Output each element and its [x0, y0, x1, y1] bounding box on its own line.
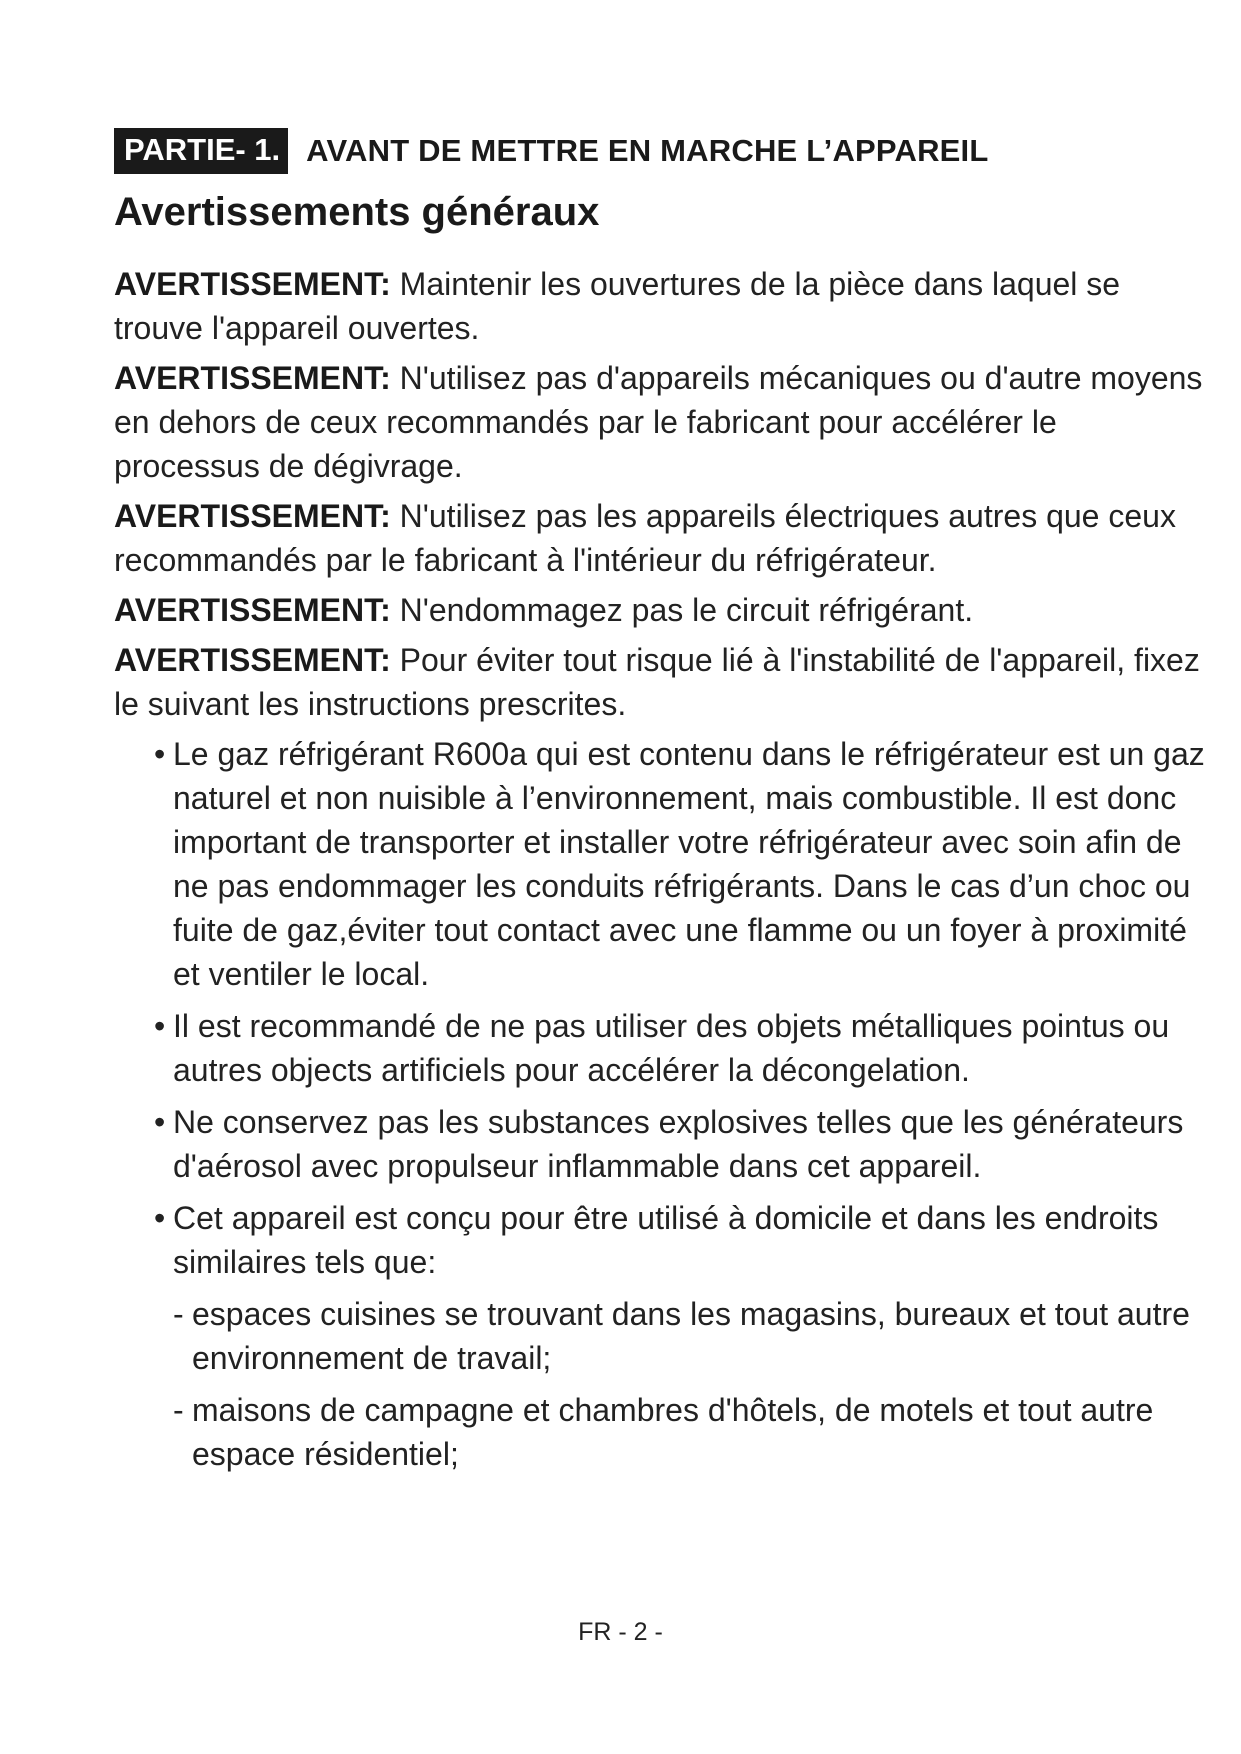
warning-text: N'endommagez pas le circuit réfrigérant.	[390, 592, 974, 628]
sub-item-text: maisons de campagne et chambres d'hôtels, de motels et tout autre espace résidentiel;	[192, 1392, 1154, 1472]
section-title: Avertissements généraux	[114, 190, 600, 234]
bullet-list	[114, 732, 1209, 1284]
dash-icon: -	[173, 1392, 184, 1428]
sub-item-text: espaces cuisines se trouvant dans les magasins, bureaux et tout autre environnement de travail;	[192, 1296, 1190, 1376]
dash-icon: -	[173, 1296, 184, 1332]
warning-text: Pour éviter tout risque lié à l'instabilité de l'appareil, fixez le suivant les instructions prescrites.	[114, 642, 1200, 722]
warning-label: AVERTISSEMENT:	[114, 498, 391, 534]
warning-label: AVERTISSEMENT:	[114, 642, 391, 678]
warning-label: AVERTISSEMENT:	[114, 592, 391, 628]
bullet-dot-icon: •	[154, 1104, 166, 1140]
warning-paragraph	[114, 638, 1209, 726]
warning-paragraph	[114, 356, 1209, 488]
bullet-item	[114, 1004, 1209, 1092]
warning-text: N'utilisez pas d'appareils mécaniques ou d'autre moyens en dehors de ceux recommandés par le fabricant pour accélérer le processus de dégivrage.	[114, 360, 1203, 484]
warning-label: AVERTISSEMENT:	[114, 266, 391, 302]
sub-item	[114, 1388, 1209, 1476]
part-title: AVANT DE METTRE EN MARCHE L’APPAREIL	[306, 133, 989, 168]
page-number: FR - 2 -	[578, 1618, 663, 1646]
bullet-dot-icon: •	[154, 1008, 166, 1044]
warning-label: AVERTISSEMENT:	[114, 360, 391, 396]
bullet-dot-icon: •	[154, 1200, 166, 1236]
bullet-text: Le gaz réfrigérant R600a qui est contenu dans le réfrigérateur est un gaz naturel et non nuisible à l’environnement, mais combustible. Il est donc important de transporter et installer votre réfrigérateur avec soin afin de ne pas endommager les conduits réfrigérants. Dans le cas d’un choc ou fuite de gaz,éviter tout contact avec une flamme ou un foyer à proximité et ventiler le local.	[173, 736, 1205, 992]
bullet-item	[114, 1100, 1209, 1188]
warning-paragraph	[114, 262, 1209, 350]
warning-text: N'utilisez pas les appareils électriques autres que ceux recommandés par le fabricant à l'intérieur du réfrigérateur.	[114, 498, 1176, 578]
warnings-content	[114, 262, 1209, 1484]
bullet-item	[114, 1196, 1209, 1284]
part-label: PARTIE- 1.	[114, 128, 288, 174]
bullet-text: Cet appareil est conçu pour être utilisé à domicile et dans les endroits similaires tels que:	[173, 1200, 1159, 1280]
warning-paragraph	[114, 588, 1209, 632]
page-header	[114, 128, 989, 174]
bullet-dot-icon: •	[154, 736, 166, 772]
warning-text: Maintenir les ouvertures de la pièce dans laquel se trouve l'appareil ouvertes.	[114, 266, 1121, 346]
bullet-text: Il est recommandé de ne pas utiliser des objets métalliques pointus ou autres objects artificiels pour accélérer la décongelation.	[173, 1008, 1170, 1088]
sub-item	[114, 1292, 1209, 1380]
warning-paragraph	[114, 494, 1209, 582]
bullet-item	[114, 732, 1209, 996]
bullet-text: Ne conservez pas les substances explosives telles que les générateurs d'aérosol avec propulseur inflammable dans cet appareil.	[173, 1104, 1184, 1184]
sub-item-list	[114, 1292, 1209, 1476]
